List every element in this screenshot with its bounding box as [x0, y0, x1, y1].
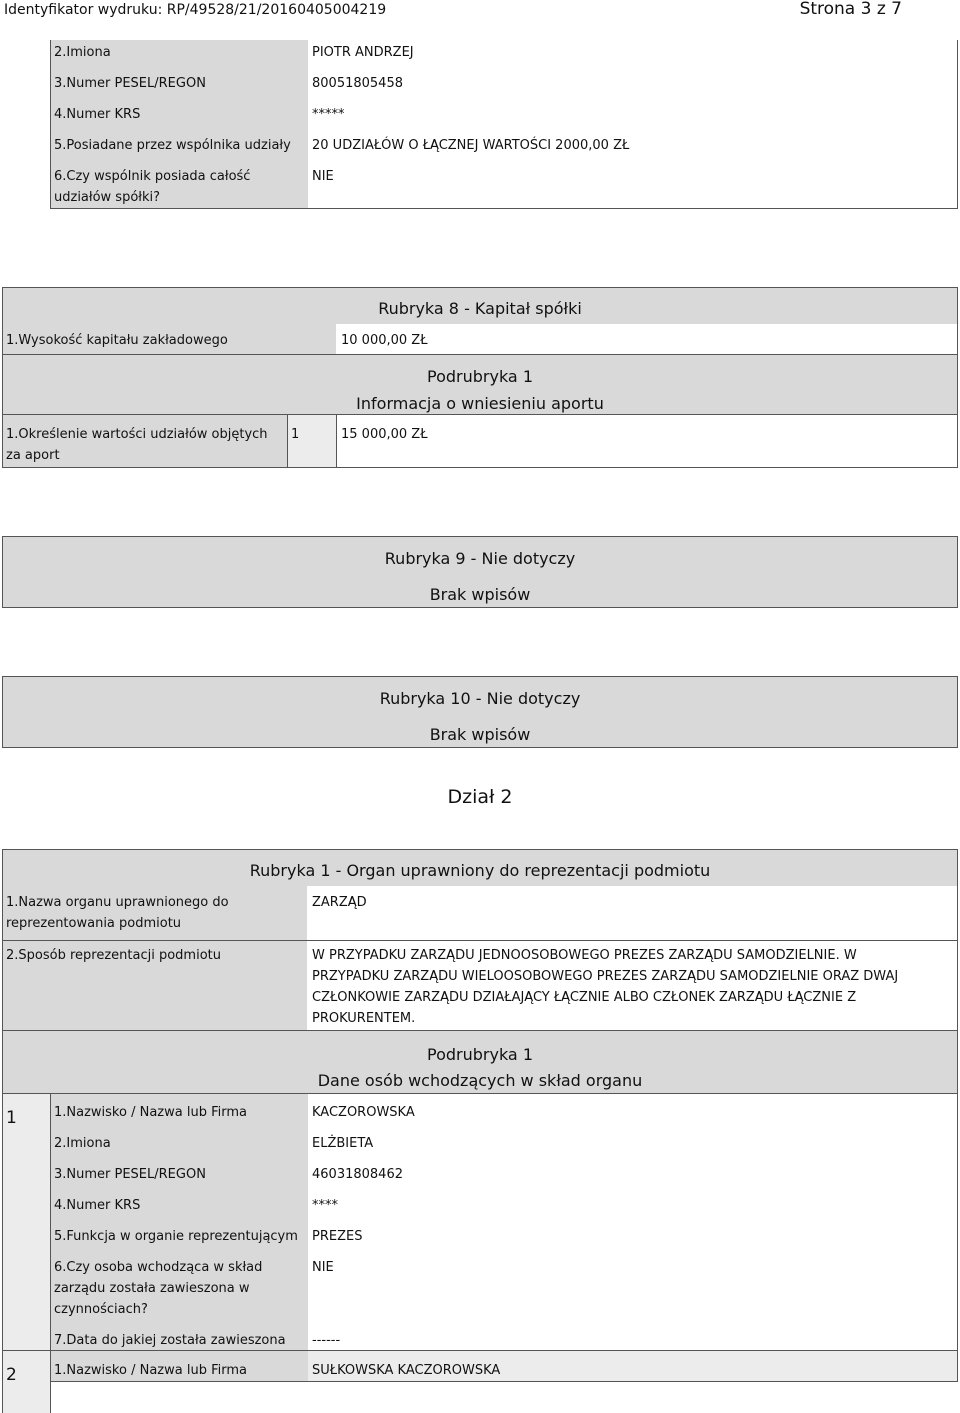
person1-index: 1 — [6, 1108, 17, 1128]
repr-label: 2.Sposób reprezentacji podmiotu — [6, 948, 221, 963]
shareholder-first-name-label: 2.Imiona — [54, 45, 111, 60]
rubryka10-note: Brak wpisów — [429, 725, 531, 744]
person2-surname-value: SUŁKOWSKA KACZOROWSKA — [312, 1363, 501, 1378]
shareholder-pesel-label: 3.Numer PESEL/REGON — [54, 76, 206, 91]
shareholder-krs-label: 4.Numer KRS — [54, 107, 141, 122]
person1-surname-label: 1.Nazwisko / Nazwa lub Firma — [54, 1105, 247, 1120]
dzial2-podrubryka-subtitle: Dane osób wchodzących w skład organu — [317, 1071, 643, 1090]
person1-first-name-value: ELŻBIETA — [312, 1136, 374, 1151]
rubryka8-title: Rubryka 8 - Kapitał spółki — [378, 299, 582, 318]
aport-value: 15 000,00 ZŁ — [341, 427, 428, 442]
person1-krs-label: 4.Numer KRS — [54, 1198, 141, 1213]
rubryka9-note: Brak wpisów — [429, 585, 531, 604]
person2-index: 2 — [6, 1365, 17, 1385]
aport-index: 1 — [291, 427, 300, 442]
person1-function-value: PREZES — [312, 1229, 363, 1244]
dzial2-podrubryka-title: Podrubryka 1 — [427, 1045, 533, 1064]
shareholder-shares-value: 20 UDZIAŁÓW O ŁĄCZNEJ WARTOŚCI 2000,00 ZŁ — [312, 138, 630, 153]
person1-suspended-label: 6.Czy osoba wchodząca w skład zarządu została zawieszona w czynnościach? — [54, 1260, 263, 1317]
shareholder-shares-label: 5.Posiadane przez wspólnika udziały — [54, 138, 291, 153]
person1-pesel-value: 46031808462 — [312, 1167, 403, 1182]
dzial2-rubryka1-title: Rubryka 1 - Organ uprawniony do reprezentacji podmiotu — [249, 861, 711, 880]
shareholder-all-shares-value: NIE — [312, 169, 334, 184]
shareholder-krs-value: ***** — [312, 107, 345, 122]
person1-suspended-until-value: ------ — [312, 1333, 341, 1348]
capital-value: 10 000,00 ZŁ — [341, 333, 428, 348]
capital-label: 1.Wysokość kapitału zakładowego — [6, 333, 228, 348]
aport-value-cell — [336, 415, 958, 468]
rubryka8-podrubryka-subtitle: Informacja o wniesieniu aportu — [356, 394, 604, 413]
person2-surname-label: 1.Nazwisko / Nazwa lub Firma — [54, 1363, 247, 1378]
capital-value-cell — [336, 324, 958, 355]
shareholder-value-column — [308, 40, 958, 209]
organ-value: ZARZĄD — [312, 895, 367, 910]
rubryka10-title: Rubryka 10 - Nie dotyczy — [379, 689, 581, 708]
dzial2-title: Dział 2 — [447, 786, 513, 808]
organ-label: 1.Nazwa organu uprawnionego do reprezentowania podmiotu — [6, 895, 229, 931]
print-identifier: Identyfikator wydruku: RP/49528/21/20160405004219 — [4, 2, 387, 18]
shareholder-pesel-value: 80051805458 — [312, 76, 403, 91]
person1-function-label: 5.Funkcja w organie reprezentującym — [54, 1229, 298, 1244]
person1-value-column — [308, 1094, 958, 1351]
shareholder-first-name-value: PIOTR ANDRZEJ — [312, 45, 414, 60]
person1-pesel-label: 3.Numer PESEL/REGON — [54, 1167, 206, 1182]
page-number: Strona 3 z 7 — [799, 0, 902, 19]
person1-krs-value: **** — [312, 1198, 338, 1213]
person2-continuation-border — [50, 1382, 51, 1413]
aport-label: 1.Określenie wartości udziałów objętych za aport — [6, 427, 268, 463]
rubryka9-title: Rubryka 9 - Nie dotyczy — [384, 549, 576, 568]
person1-index-cell — [2, 1094, 50, 1351]
rubryka8-podrubryka-title: Podrubryka 1 — [427, 367, 533, 386]
person1-suspended-until-label: 7.Data do jakiej została zawieszona — [54, 1333, 286, 1348]
shareholder-all-shares-label: 6.Czy wspólnik posiada całość udziałów spółki? — [54, 169, 251, 205]
person1-surname-value: KACZOROWSKA — [312, 1105, 415, 1120]
repr-value: W PRZYPADKU ZARZĄDU JEDNOOSOBOWEGO PREZES ZARZĄDU SAMODZIELNIE. W PRZYPADKU ZARZĄDU WIELOOSOBOWEGO PREZES ZARZĄDU SAMODZIELNIE ORAZ DWAJ CZŁONKOWIE ZARZĄDU DZIAŁAJĄCY ŁĄCZNIE ALBO CZŁONEK ZARZĄDU ŁĄCZNIE Z PROKURENTEM. — [312, 948, 899, 1026]
person1-first-name-label: 2.Imiona — [54, 1136, 111, 1151]
organ-value-cell — [307, 886, 958, 941]
person1-suspended-value: NIE — [312, 1260, 334, 1275]
